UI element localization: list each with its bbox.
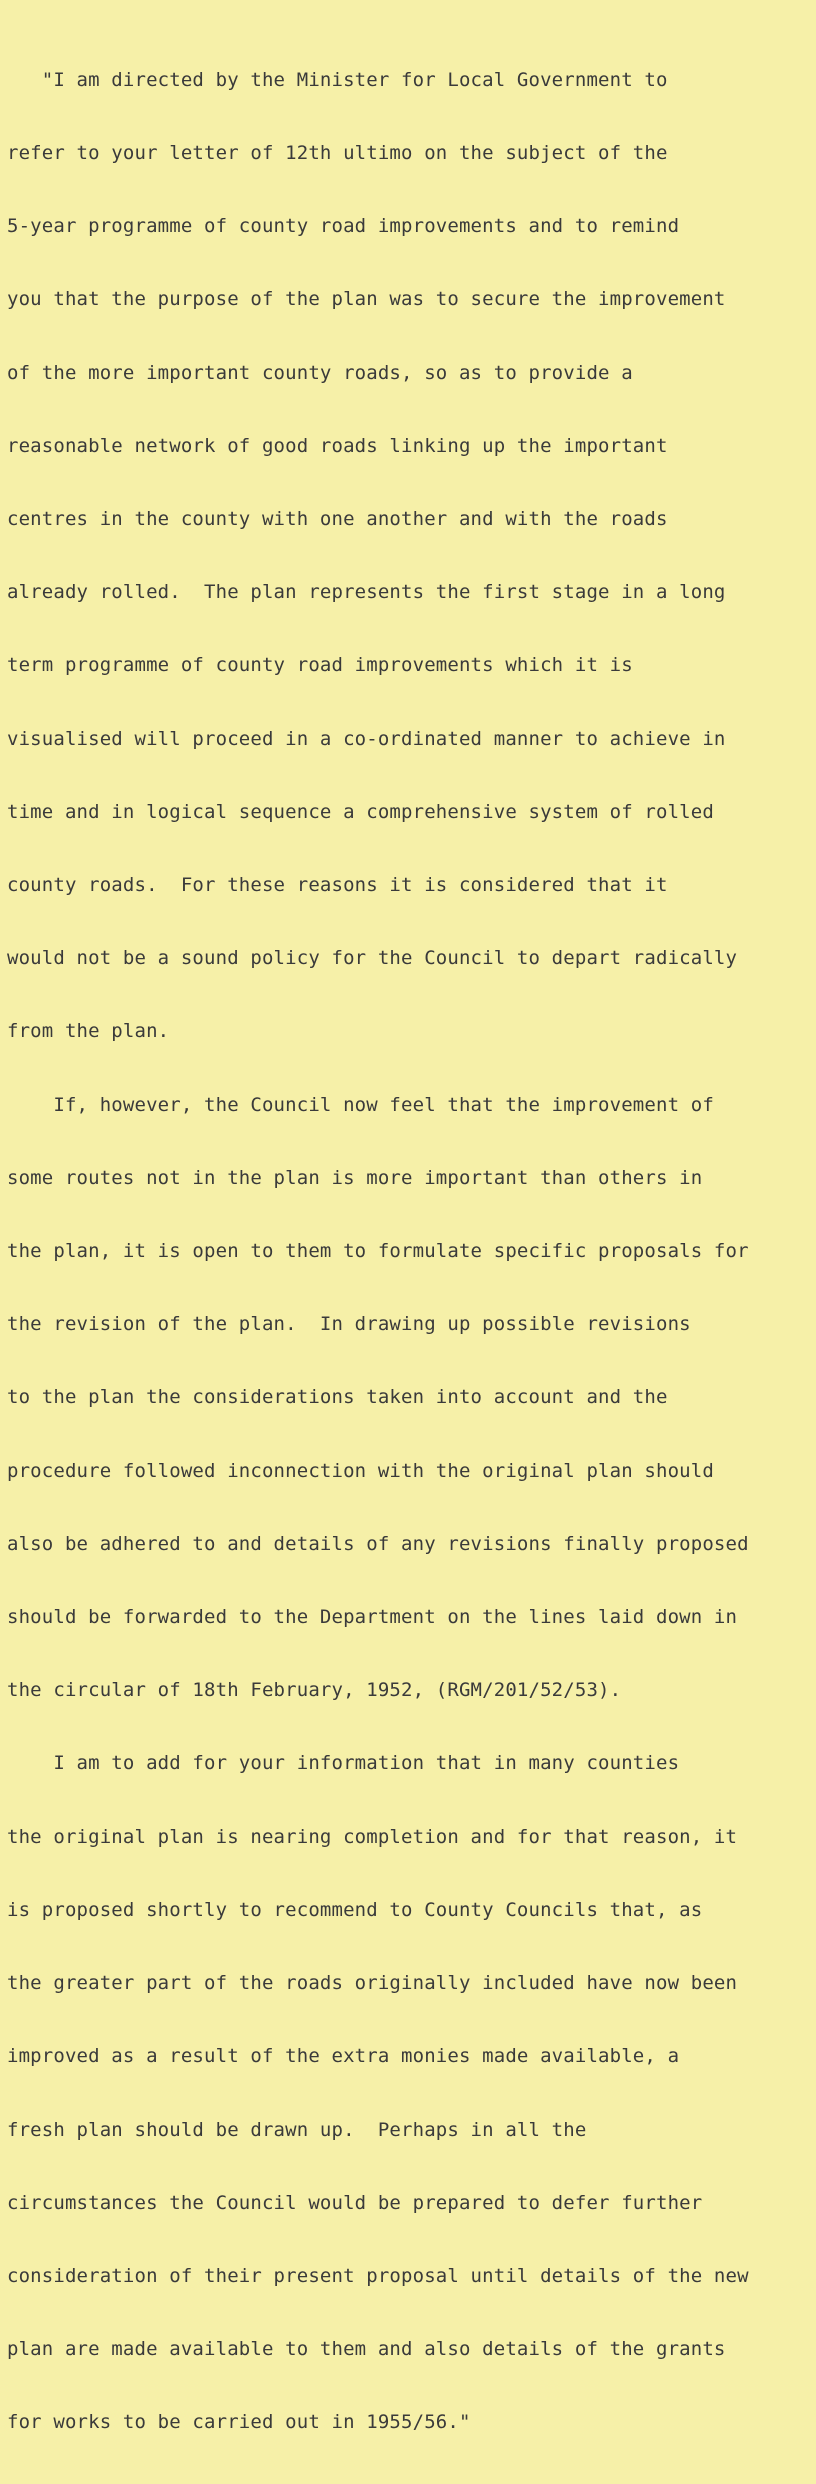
letter-line: If, however, the Council now feel that the improvement of	[7, 1093, 714, 1116]
letter-line: circumstances the Council would be prepared to defer further	[7, 2191, 703, 2214]
letter-line: should be forwarded to the Department on the lines laid down in	[7, 1606, 738, 1629]
letter-line: the circular of 18th February, 1952, (RGM/201/52/53).	[7, 1679, 622, 1702]
letter-line: you that the purpose of the plan was to secure the improvement	[7, 288, 726, 311]
letter-line: 5-year programme of county road improvements and to remind	[7, 215, 680, 238]
letter-body	[7, 19, 749, 2484]
letter-line: county roads. For these reasons it is considered that it	[7, 874, 668, 897]
letter-line: is proposed shortly to recommend to County Councils that, as	[7, 1898, 703, 1921]
letter-line: to the plan the considerations taken into account and the	[7, 1386, 668, 1409]
letter-line: plan are made available to them and also details of the grants	[7, 2338, 726, 2361]
letter-line: improved as a result of the extra monies made available, a	[7, 2045, 680, 2068]
letter-line: reasonable network of good roads linking up the important	[7, 434, 668, 457]
letter-line: for works to be carried out in 1955/56."	[7, 2411, 471, 2434]
letter-line: I am to add for your information that in many counties	[7, 1752, 680, 1775]
letter-line: the revision of the plan. In drawing up possible revisions	[7, 1313, 691, 1336]
letter-line: fresh plan should be drawn up. Perhaps in all the	[7, 2118, 587, 2141]
letter-line: term programme of county road improvements which it is	[7, 654, 633, 677]
letter-line: already rolled. The plan represents the first stage in a long	[7, 581, 726, 604]
letter-line: from the plan.	[7, 1020, 170, 1043]
letter-line: of the more important county roads, so as to provide a	[7, 361, 633, 384]
letter-line: centres in the county with one another and with the roads	[7, 508, 668, 531]
letter-line: procedure followed inconnection with the original plan should	[7, 1459, 714, 1482]
letter-line: the original plan is nearing completion and for that reason, it	[7, 1825, 738, 1848]
letter-line: "I am directed by the Minister for Local Government to	[7, 68, 668, 91]
letter-line: the plan, it is open to them to formulate specific proposals for	[7, 1240, 749, 1263]
letter-line: the greater part of the roads originally included have now been	[7, 1972, 738, 1995]
letter-line: visualised will proceed in a co-ordinated manner to achieve in	[7, 727, 726, 750]
letter-line: consideration of their present proposal until details of the new	[7, 2264, 749, 2287]
letter-line: would not be a sound policy for the Council to depart radically	[7, 947, 738, 970]
letter-line: time and in logical sequence a comprehensive system of rolled	[7, 800, 714, 823]
letter-line: refer to your letter of 12th ultimo on the subject of the	[7, 142, 668, 165]
letter-line: some routes not in the plan is more important than others in	[7, 1166, 703, 1189]
letter-line: also be adhered to and details of any revisions finally proposed	[7, 1532, 749, 1555]
